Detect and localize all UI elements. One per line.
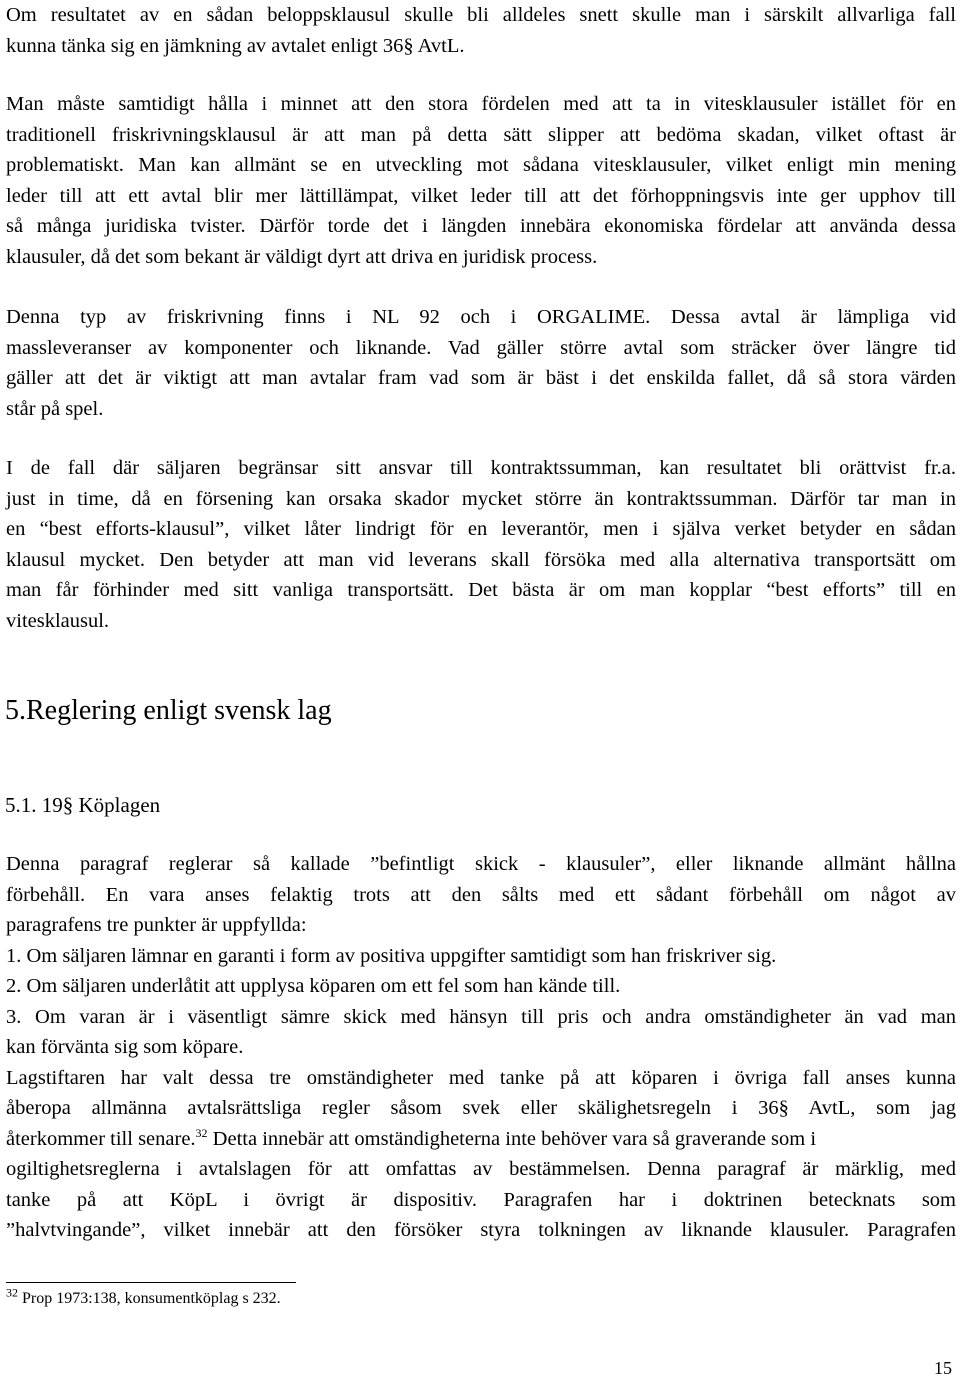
text-line: kan förvänta sig som köpare.: [6, 1036, 244, 1058]
list-item: 2. Om säljaren underlåtit att upplysa köparen om ett fel som han kände till.: [6, 975, 621, 997]
text-segment: återkommer till senare.: [6, 1127, 196, 1150]
text-line: just in time, då en försening kan orsaka skador mycket större än kontraktssumman. Därför tar man in: [6, 487, 956, 510]
text-line: Om resultatet av en sådan beloppsklausul skulle bli alldeles snett skulle man i särskilt allvarliga fall: [6, 4, 956, 26]
paragraph-best-efforts: [6, 453, 956, 636]
text-line: Denna paragraf reglerar så kallade ”befintligt skick - klausuler”, eller liknande allmänt hållna: [6, 853, 956, 875]
text-line: man får förhinder med sitt vanliga transportsätt. Det bästa är om man kopplar “best efforts” till en: [6, 579, 956, 601]
text-segment: Detta innebär att omständigheterna inte behöver vara så graverande som i: [207, 1127, 817, 1150]
paragraph-nl92-orgalime: [6, 302, 956, 424]
paragraph-vitesklausuler: [6, 89, 956, 272]
text-line: vitesklausul.: [6, 609, 110, 632]
page-number: 15: [934, 1358, 952, 1378]
footnote-text: Prop 1973:138, konsumentköplag s 232.: [22, 1290, 281, 1307]
footnote-number: 32: [6, 1285, 18, 1300]
text-line: en “best efforts-klausul”, vilket låter lindrigt för en leverantör, men i själva verket betyder en sådan: [6, 518, 956, 540]
subsection-heading: 5.1. 19§ Köplagen: [5, 793, 161, 817]
footnote-divider: [6, 1282, 296, 1283]
text-line: I de fall där säljaren begränsar sitt ansvar till kontraktssumman, kan resultatet bli orättvist fr.a.: [6, 457, 956, 479]
text-line: klausul mycket. Den betyder att man vid leverans skall försöka med alla alternativa transportsätt om: [6, 548, 956, 571]
text-line: tanke på att KöpL i övrigt är dispositiv. Paragrafen har i doktrinen betecknats som: [6, 1188, 956, 1211]
paragraph-koplagen: [6, 849, 956, 1246]
list-item: 3. Om varan är i väsentligt sämre skick med hänsyn till pris och andra omständigheter än vad man: [6, 1005, 956, 1028]
text-line: ”halvtvingande”, vilket innebär att den försöker styra tolkningen av liknande klausuler. Paragrafen: [6, 1219, 956, 1241]
text-line: paragrafens tre punkter är uppfyllda:: [6, 914, 307, 936]
text-line: Lagstiftaren har valt dessa tre omständigheter med tanke på att köparen i övriga fall anses kunna: [6, 1066, 956, 1089]
text-line: kunna tänka sig en jämkning av avtalet enligt 36§ AvtL.: [6, 34, 465, 57]
text-line: så många juridiska tvister. Därför torde det i längden innebära ekonomiska fördelar att använda dessa: [6, 215, 956, 237]
text-line: ogiltighetsreglerna i avtalslagen för att omfattas av bestämmelsen. Denna paragraf är märklig, med: [6, 1158, 956, 1180]
text-line: leder till att ett avtal blir mer lättillämpat, vilket leder till att det förhoppningsvis inte ger upphov till: [6, 184, 956, 207]
paragraph-beloppsklausul: [6, 0, 956, 61]
text-line: klausuler, då det som bekant är väldigt dyrt att driva en juridisk process.: [6, 245, 598, 268]
text-line-with-footnote: [6, 1124, 956, 1155]
text-line: problematiskt. Man kan allmänt se en utveckling mot sådana vitesklausuler, vilket enligt min mening: [6, 154, 956, 176]
text-line: åberopa allmänna avtalsrättsliga regler såsom svek eller skälighetsregeln i 36§ AvtL, som jag: [6, 1097, 956, 1119]
text-line: massleveranser av komponenter och liknande. Vad gäller större avtal som sträcker över längre tid: [6, 336, 956, 359]
text-line: gäller att det är viktigt att man avtalar fram vad som är bäst i det enskilda fallet, då så stora värden: [6, 367, 956, 389]
text-line: står på spel.: [6, 397, 104, 420]
text-line: Man måste samtidigt hålla i minnet att den stora fördelen med att ta in vitesklausuler istället för en: [6, 93, 956, 115]
footnote: [6, 1285, 281, 1310]
footnote-reference[interactable]: 32: [195, 1125, 208, 1140]
section-heading: 5.Reglering enligt svensk lag: [5, 695, 332, 726]
text-line: förbehåll. En vara anses felaktig trots att den sålts med ett sådant förbehåll om något av: [6, 883, 956, 906]
text-line: traditionell friskrivningsklausul är att man på detta sätt slipper att bedöma skadan, vilket oftast är: [6, 123, 956, 146]
text-line: Denna typ av friskrivning finns i NL 92 och i ORGALIME. Dessa avtal är lämpliga vid: [6, 306, 956, 328]
list-item: 1. Om säljaren lämnar en garanti i form av positiva uppgifter samtidigt som han friskriver sig.: [6, 944, 777, 967]
